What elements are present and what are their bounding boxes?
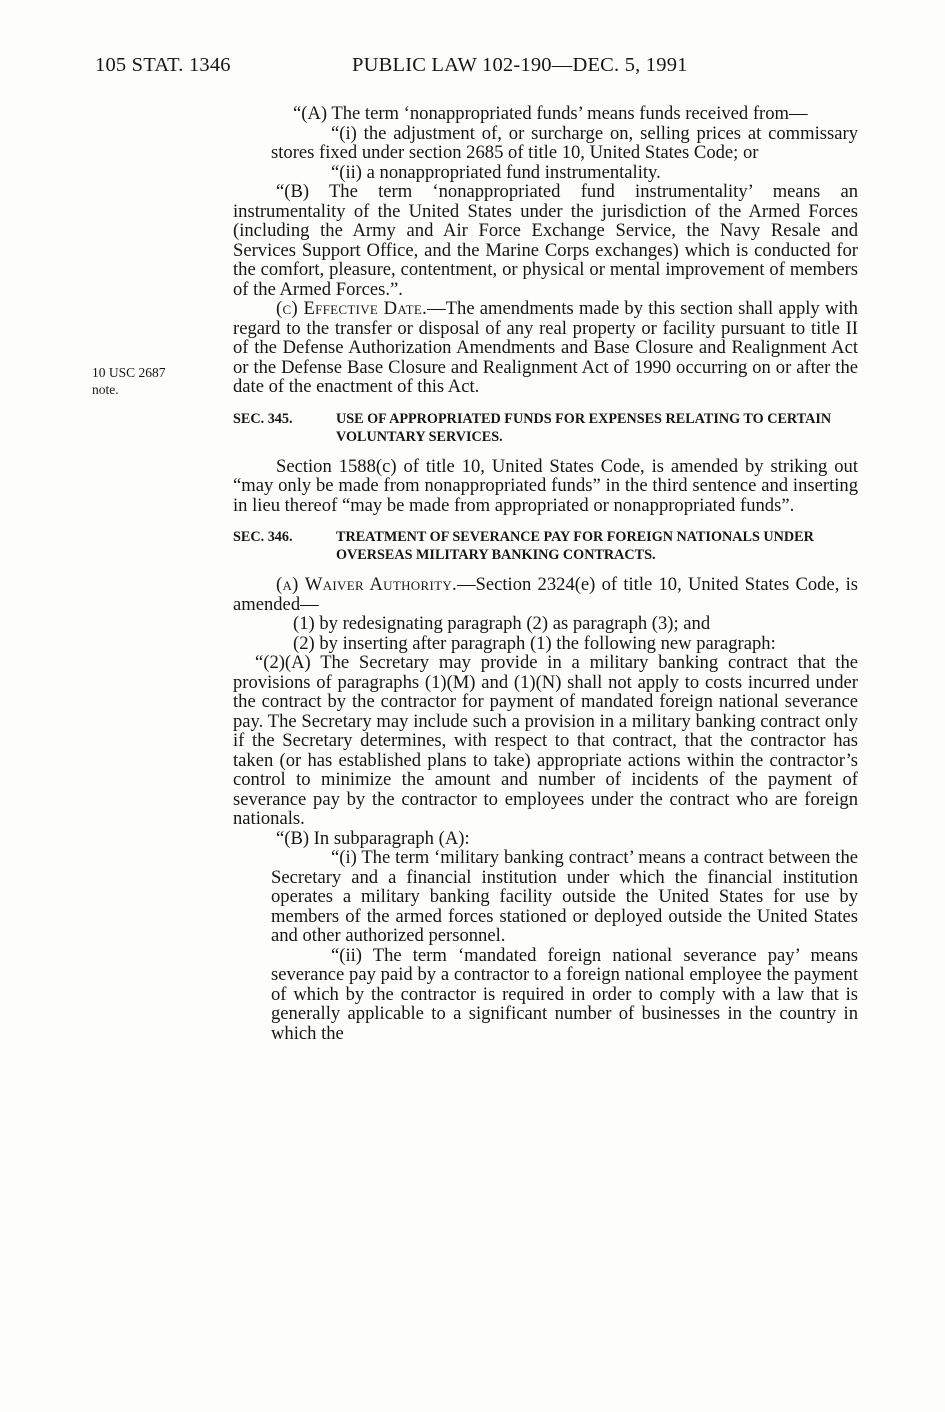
definition-military-banking-contract: “(i) The term ‘military banking contract’ means a contract between the Secretary and a financial institution under which the financial institution operates a military banking facility outside the United States for use by members of the armed forces stationed or deployed outside the United States and other authorized personnel. <box>271 847 858 946</box>
clause-ii: “(ii) a nonappropriated fund instrumentality. <box>331 161 661 183</box>
section-345-text: Section 1588(c) of title 10, United States Code, is amended by striking out “may only be made from nonappropriated funds” in the third sentence and inserting in lieu thereof “may be made from appropriated or nonappropriated funds”. <box>233 455 858 516</box>
definition-mandated-severance-pay: “(ii) The term ‘mandated foreign national severance pay’ means severance pay paid by a contractor to a foreign national employee the payment of which by the contractor is required in order to comply with a law that is generally applicable to a significant number of businesses in the country in which the <box>271 944 858 1044</box>
document-body <box>233 104 858 1043</box>
page-stat-citation: 105 STAT. 1346 <box>95 54 231 76</box>
waiver-authority-heading: (a) Waiver Authority. <box>276 574 457 595</box>
effective-date-heading: (c) Effective Date. <box>276 298 428 319</box>
section-345-heading <box>233 410 858 446</box>
section-345-number: SEC. 345. <box>233 410 293 427</box>
subsection-c-effective-date <box>233 299 858 397</box>
effective-date-text: —The amendments made by this section shall apply with regard to the transfer or disposal of any real property or facility pursuant to title II of the Defense Authorization Amendments and Base Closure and Realignment Act or the Defense Base Closure and Realignment Act of 1990 occurring on or after the date of the enactment of this Act. <box>233 298 858 397</box>
subsection-a-waiver-authority <box>233 575 858 614</box>
clause-i: “(i) the adjustment of, or surcharge on, selling prices at commissary stores fixed under section 2685 of title 10, United States Code; or <box>271 122 858 163</box>
page-title: PUBLIC LAW 102-190—DEC. 5, 1991 <box>352 54 688 76</box>
section-346-title: TREATMENT OF SEVERANCE PAY FOR FOREIGN NATIONALS UNDER OVERSEAS MILITARY BANKING CONTRACTS. <box>336 529 814 563</box>
amendment-1: (1) by redesignating paragraph (2) as paragraph (3); and <box>293 613 711 634</box>
section-345-title: USE OF APPROPRIATED FUNDS FOR EXPENSES RELATING TO CERTAIN VOLUNTARY SERVICES. <box>336 410 832 445</box>
paragraph-b-definition: “(B) The term ‘nonappropriated fund instrumentality’ means an instrumentality of the United States under the jurisdiction of the Armed Forces (including the Army and Air Force Exchange Service, the Navy Resale and Services Support Office, and the Marine Corps exchanges) which is conducted for the comfort, pleasure, contentment, or physical or mental improvement of members of the Armed Forces.”. <box>233 181 858 300</box>
margin-note-label: note. <box>92 382 119 397</box>
section-346-heading <box>233 528 858 564</box>
waiver-authority-text: —Section 2324(e) of title 10, United States Code, is amended— <box>233 574 858 615</box>
margin-note <box>92 364 212 398</box>
section-346-number: SEC. 346. <box>233 529 293 545</box>
new-paragraph-2a: “(2)(A) The Secretary may provide in a military banking contract that the provisions of paragraphs (1)(M) and (1)(N) shall not apply to costs incurred under the contract by the contractor for payment of mandated foreign national severance pay. The Secretary may include such a provision in a military banking contract only if the Secretary determines, with respect to that contract, that the contractor has taken (or has established plans to take) appropriate actions within the contractor’s control to minimize the amount and number of incidents of the payment of severance pay by the contractor to employees under the contract who are foreign nationals. <box>233 652 858 829</box>
margin-note-citation: 10 USC 2687 <box>92 365 166 380</box>
amendment-2: (2) by inserting after paragraph (1) the following new paragraph: <box>293 632 776 654</box>
new-paragraph-2b: “(B) In subparagraph (A): <box>276 827 470 849</box>
paragraph-a-definition: “(A) The term ‘nonappropriated funds’ means funds received from— <box>293 103 808 124</box>
